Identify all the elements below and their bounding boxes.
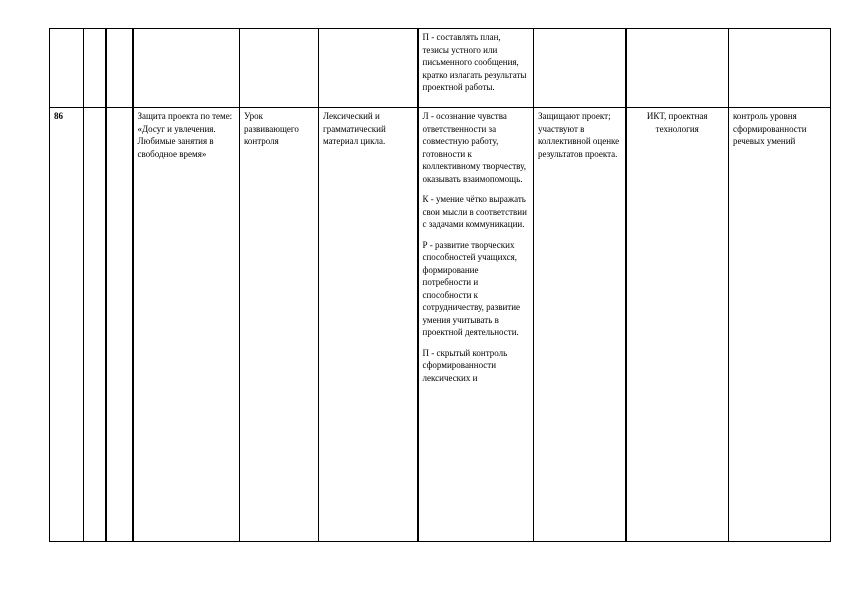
student-activity: Защищают проект; участвуют в коллективной оценке результатов проекта. [538,111,620,159]
cell-date-plan [84,108,106,542]
uud-cognitive: П - скрытый контроль сформированности лексических и [422,347,508,383]
cell-control-empty [729,29,831,108]
cell-technologies [626,108,729,542]
lesson-topic: Защита проекта по теме: «Досуг и увлечения. Любимые занятия в свободное время» [137,111,233,159]
control-form: контроль уровня сформированности речевых умений [733,111,807,146]
uud-regulatory: Р - развитие творческих способностей учащихся, формирование потребности и способности к сотрудничеству, развитие умения учитывать в проектной деятельности. [422,239,521,337]
cell-date-plan-empty [84,29,106,108]
uud-personal: Л - осознание чувства ответственности за совместную работу, готовности к коллективному творчеству, оказывать взаимопомощь. [422,111,526,184]
uud-communicative: К - умение чётко выражать свои мысли в соответствии с задачами коммуникации. [422,194,527,229]
technologies: ИКТ, проектная технология [646,111,708,134]
cell-uud [418,108,534,542]
cell-activity [534,108,626,542]
cell-lesson-type [240,108,319,542]
cell-topic [133,108,240,542]
cell-number-empty [50,29,84,108]
cell-content [319,108,418,542]
lesson-type: Урок развивающего контроля [244,111,299,146]
cell-lesson-type-empty [240,29,319,108]
cell-topic-empty [133,29,240,108]
lesson-content: Лексический и грамматический материал цикла. [323,111,386,146]
cell-technologies-empty [626,29,729,108]
uud-planning-text: П - составлять план, тезисы устного или письменного сообщения, кратко излагать результаты проектной работы. [422,32,527,92]
cell-date-fact [106,108,133,542]
cell-content-empty [319,29,418,108]
table-row-lesson-86 [50,108,831,542]
table-row-continuation [50,29,831,108]
cell-lesson-number [50,108,84,542]
lesson-plan-table [49,28,831,542]
cell-activity-empty [534,29,626,108]
cell-date-fact-empty [106,29,133,108]
lesson-number: 86 [54,111,63,121]
cell-control [729,108,831,542]
cell-uud-continuation [418,29,534,108]
